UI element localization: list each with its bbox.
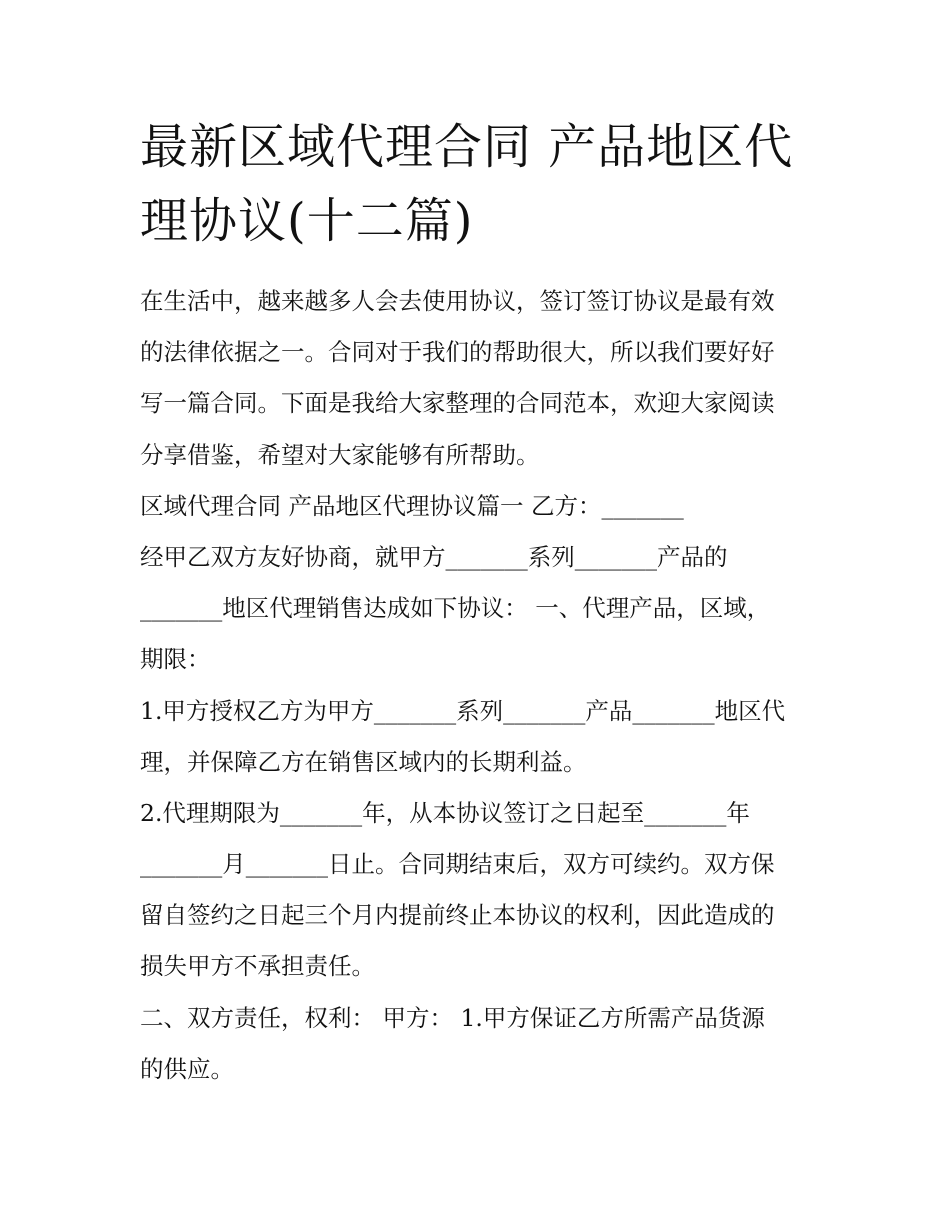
agreement-line-3: 期限：: [140, 645, 211, 674]
clause-1-line-2: 理，并保障乙方在销售区域内的长期利益。: [140, 747, 587, 776]
clause-2-line-2: _______月_______日止。合同期结束后，双方可续约。双方保: [140, 850, 775, 879]
intro-line-4: 分享借鉴，希望对大家能够有所帮助。: [140, 440, 540, 469]
clause-2-line-3: 留自签约之日起三个月内提前终止本协议的权利，因此造成的: [140, 901, 775, 930]
title-line-2: 理协议(十二篇): [140, 193, 474, 249]
intro-line-3: 写一篇合同。下面是我给大家整理的合同范本，欢迎大家阅读: [140, 389, 775, 418]
section-heading-line: 区域代理合同 产品地区代理协议篇一 乙方：_______: [140, 491, 684, 520]
intro-line-1: 在生活中，越来越多人会去使用协议，签订签订协议是最有效: [140, 287, 775, 315]
clause-2-line-4: 损失甲方不承担责任。: [140, 952, 375, 981]
title-line-1: 最新区域代理合同 产品地区代: [140, 119, 794, 175]
document-title: [140, 110, 820, 258]
clause-2-line-1: 2.代理期限为_______年，从本协议签订之日起至_______年: [140, 798, 750, 827]
agreement-line-2: _______地区代理销售达成如下协议： 一、代理产品，区域，: [140, 594, 771, 623]
section-2-line-2: 的供应。: [140, 1054, 234, 1083]
section-2-line-1: 二、双方责任，权利： 甲方： 1.甲方保证乙方所需产品货源: [140, 1003, 765, 1032]
agreement-line-1: 经甲乙双方友好协商，就甲方_______系列_______产品的: [140, 542, 728, 571]
intro-line-2: 的法律依据之一。合同对于我们的帮助很大，所以我们要好好: [140, 338, 775, 367]
document-body: [140, 276, 820, 1095]
clause-1-line-1: 1.甲方授权乙方为甲方_______系列_______产品_______地区代: [140, 696, 786, 725]
